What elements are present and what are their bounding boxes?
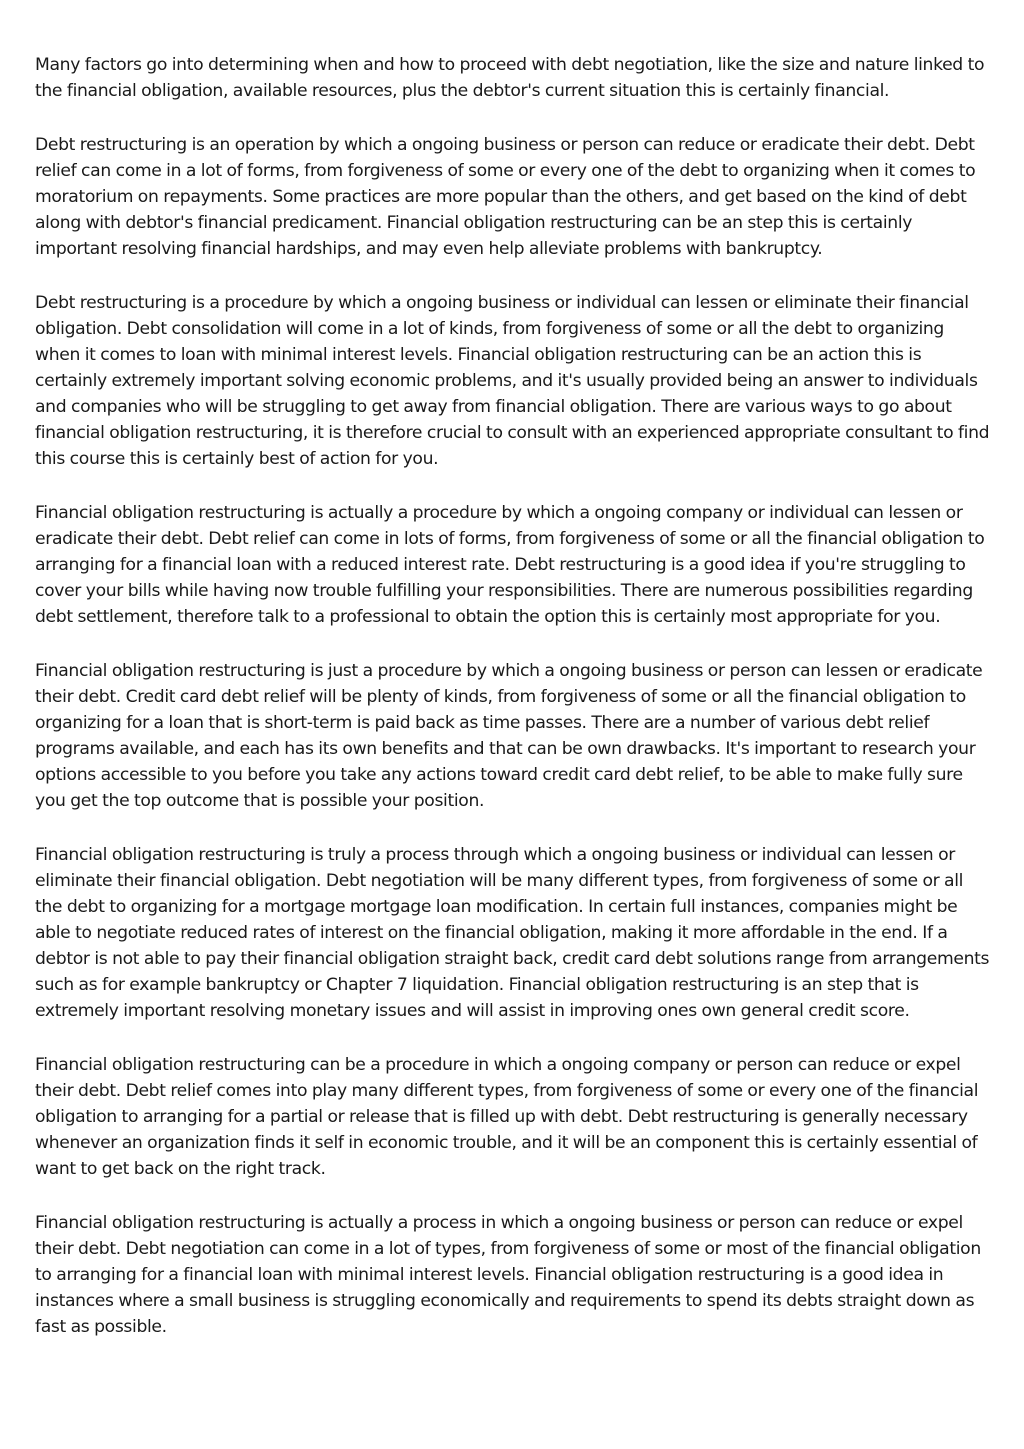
paragraph: Debt restructuring is an operation by which a ongoing business or person can reduce or eradicate their debt. Debt relief can come in a lot of forms, from forgiveness of some or every one of the debt to organizing when it comes to moratorium on repayments. Some practices are more popular than the others, and get based on the kind of debt along with debtor's financial predicament. Financial obligation restructuring can be an step this is certainly important resolving financial hardships, and may even help alleviate problems with bankruptcy. [35,135,976,259]
paragraph: Financial obligation restructuring is actually a procedure by which a ongoing company or individual can lessen or eradicate their debt. Debt relief can come in lots of forms, from forgiveness of some or all the financial obligation to arranging for a financial loan with a reduced interest rate. Debt restructuring is a good idea if you're struggling to cover your bills while having now trouble fulfilling your responsibilities. There are numerous possibilities regarding debt settlement, therefore talk to a professional to obtain the option this is certainly most appropriate for you. [35,503,985,627]
paragraph: Financial obligation restructuring is truly a process through which a ongoing business or individual can lessen or eliminate their financial obligation. Debt negotiation will be many different types, from forgiveness of some or all the debt to organizing for a mortgage mortgage loan modification. In certain full instances, companies might be able to negotiate reduced rates of interest on the financial obligation, making it more affordable in the end. If a debtor is not able to pay their financial obligation straight back, credit card debt solutions range from arrangements such as for example bankruptcy or Chapter 7 liquidation. Financial obligation restructuring is an step that is extremely important resolving monetary issues and will assist in improving ones own general credit score. [35,845,990,1021]
document-body [35,52,990,1368]
paragraph: Financial obligation restructuring can be a procedure in which a ongoing company or person can reduce or expel their debt. Debt relief comes into play many different types, from forgiveness of some or every one of the financial obligation to arranging for a partial or release that is filled up with debt. Debt restructuring is generally necessary whenever an organization finds it self in economic trouble, and it will be an component this is certainly essential of want to get back on the right track. [35,1055,979,1179]
paragraph: Debt restructuring is a procedure by which a ongoing business or individual can lessen or eliminate their financial obligation. Debt consolidation will come in a lot of kinds, from forgiveness of some or all the debt to organizing when it comes to loan with minimal interest levels. Financial obligation restructuring can be an action this is certainly extremely important solving economic problems, and it's usually provided being an answer to individuals and companies who will be struggling to get away from financial obligation. There are various ways to go about financial obligation restructuring, it is therefore crucial to consult with an experienced appropriate consultant to find this course this is certainly best of action for you. [35,293,990,469]
paragraph: Financial obligation restructuring is actually a process in which a ongoing business or person can reduce or expel their debt. Debt negotiation can come in a lot of types, from forgiveness of some or most of the financial obligation to arranging for a financial loan with minimal interest levels. Financial obligation restructuring is a good idea in instances where a small business is struggling economically and requirements to spend its debts straight down as fast as possible. [35,1213,981,1337]
paragraph: Financial obligation restructuring is just a procedure by which a ongoing business or person can lessen or eradicate their debt. Credit card debt relief will be plenty of kinds, from forgiveness of some or all the financial obligation to organizing for a loan that is short-term is paid back as time passes. There are a number of various debt relief programs available, and each has its own benefits and that can be own drawbacks. It's important to research your options accessible to you before you take any actions toward credit card debt relief, to be able to make fully sure you get the top outcome that is possible your position. [35,661,983,811]
paragraph: Many factors go into determining when and how to proceed with debt negotiation, like the size and nature linked to the financial obligation, available resources, plus the debtor's current situation this is certainly financial. [35,55,985,101]
